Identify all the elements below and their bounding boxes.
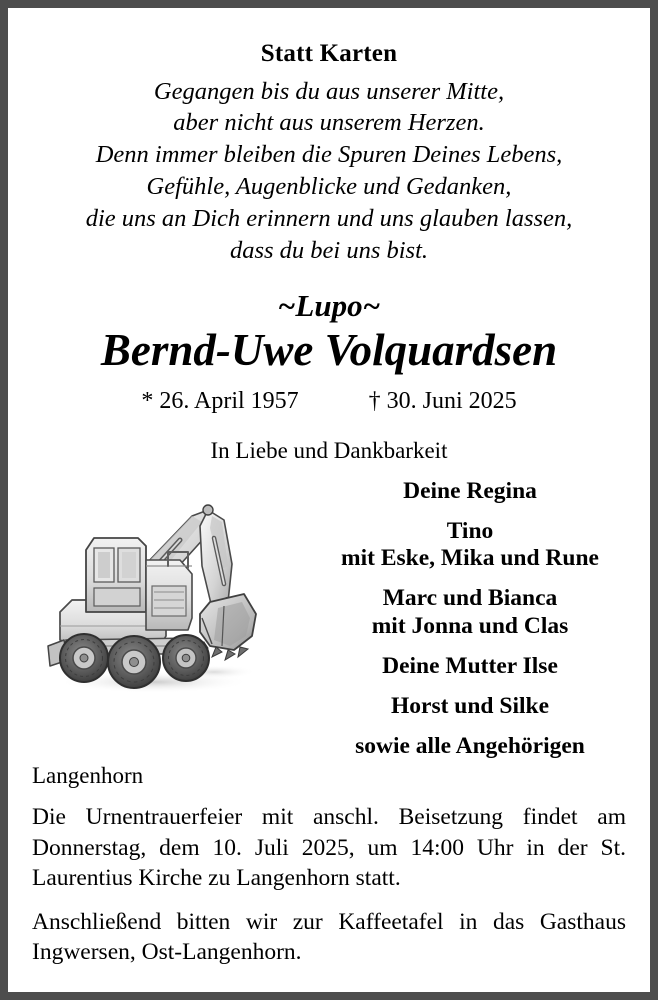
family-line: Marc und Bianca (382, 585, 558, 612)
illustration-and-family-block (32, 478, 626, 760)
poem-line: dass du bei uns bist. (229, 236, 429, 264)
family-group (290, 518, 650, 573)
family-group (290, 733, 650, 760)
dedication-line: In Liebe und Dankbarkeit (210, 438, 448, 464)
family-line: mit Jonna und Clas (371, 612, 569, 639)
family-line: Deine Regina (403, 477, 537, 504)
poem-line: Denn immer bleiben die Spuren Deines Lebens, (95, 141, 563, 169)
family-group (290, 653, 650, 680)
funeral-details-paragraph: Die Urnentrauerfeier mit anschl. Beisetzung findet am Donnerstag, dem 10. Juli 2025, um 14:00 Uhr in der St. Laurentius Kirche zu Langenhorn statt. (32, 804, 626, 892)
death-date: † 30. Juni 2025 (368, 387, 517, 414)
reception-details-paragraph: Anschließend bitten wir zur Kaffeetafel in das Gasthaus Ingwersen, Ost-Langenhorn. (32, 908, 626, 966)
excavator-icon (42, 490, 272, 710)
birth-date: * 26. April 1957 (141, 387, 299, 414)
poem-line: aber nicht aus unserem Herzen. (173, 109, 485, 137)
place-name: Langenhorn (32, 762, 144, 788)
life-dates (32, 388, 626, 414)
obituary-notice-body (8, 8, 650, 992)
page-title: Statt Karten (260, 40, 398, 67)
family-group (290, 478, 650, 505)
family-group (290, 693, 650, 720)
family-line: Deine Mutter Ilse (382, 652, 558, 679)
family-line: mit Eske, Mika und Rune (341, 545, 599, 572)
memorial-poem (32, 76, 626, 267)
family-names-list (290, 478, 650, 761)
family-group (290, 585, 650, 640)
family-line: sowie alle Angehörigen (355, 733, 585, 760)
family-line: Tino (446, 517, 494, 544)
poem-line: Gegangen bis du aus unserer Mitte, (153, 77, 505, 105)
nickname: ~Lupo~ (277, 287, 381, 323)
family-line: Horst und Silke (390, 693, 550, 720)
deceased-name: Bernd-Uwe Volquardsen (100, 324, 558, 375)
poem-line: Gefühle, Augenblicke und Gedanken, (146, 173, 512, 201)
poem-line: die uns an Dich erinnern und uns glauben lassen, (85, 204, 573, 232)
